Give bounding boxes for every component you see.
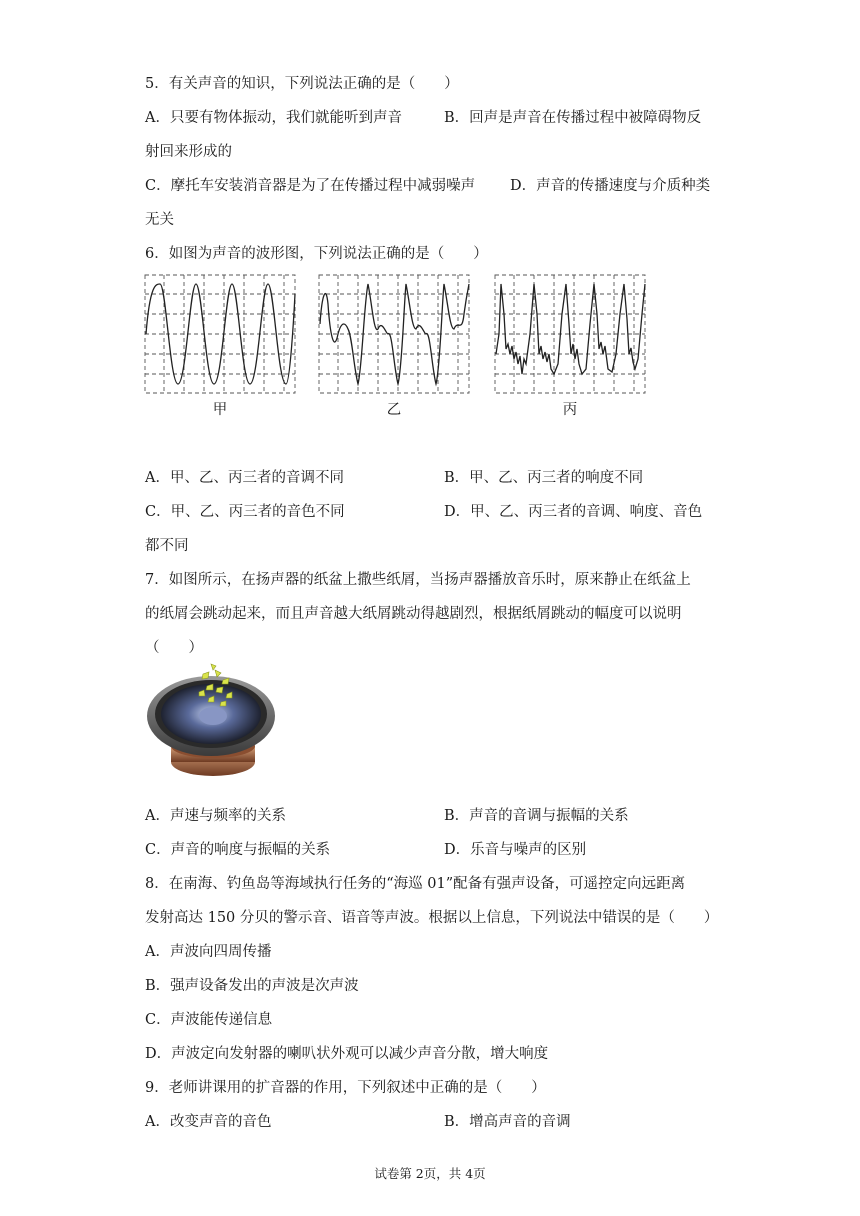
q7-option-a: A．声速与频率的关系 xyxy=(145,808,286,824)
q6-option-d-cont: 都不同 xyxy=(145,538,189,554)
q5-stem: 5．有关声音的知识，下列说法正确的是（ ） xyxy=(145,76,459,92)
q6-option-a: A．甲、乙、丙三者的音调不同 xyxy=(145,470,344,486)
q6-option-d: D．甲、乙、丙三者的音调、响度、音色 xyxy=(444,504,703,520)
q9-stem: 9．老师讲课用的扩音器的作用，下列叙述中正确的是（ ） xyxy=(145,1080,546,1096)
q8-option-c: C．声波能传递信息 xyxy=(145,1012,273,1028)
q5-option-c: C．摩托车安装消音器是为了在传播过程中减弱噪声 xyxy=(145,178,476,194)
q6-option-b: B．甲、乙、丙三者的响度不同 xyxy=(444,470,644,486)
label-jia: 甲 xyxy=(212,402,228,418)
q5-option-d: D．声音的传播速度与介质种类 xyxy=(510,178,711,194)
waveform-jia xyxy=(144,274,296,394)
q5-option-d-cont: 无关 xyxy=(145,212,174,228)
q5-option-b: B．回声是声音在传播过程中被障碍物反 xyxy=(444,110,702,126)
q7-option-c: C．声音的响度与振幅的关系 xyxy=(145,842,331,858)
q8-stem-line2: 发射高达 150 分贝的警示音、语音等声波。根据以上信息，下列说法中错误的是（ ） xyxy=(145,910,719,926)
waveform-yi xyxy=(318,274,470,394)
waveform-bing xyxy=(494,274,646,394)
page-footer: 试卷第 2页，共 4页 xyxy=(374,1166,486,1181)
q6-stem: 6．如图为声音的波形图，下列说法正确的是（ ） xyxy=(145,246,488,262)
q7-option-b: B．声音的音调与振幅的关系 xyxy=(444,808,629,824)
label-yi: 乙 xyxy=(386,402,402,418)
q7-stem-line3: （ ） xyxy=(145,640,203,656)
q8-stem-line1: 8．在南海、钓鱼岛等海域执行任务的“海巡 01”配备有强声设备，可遥控定向远距离 xyxy=(145,876,686,892)
q9-option-b: B．增高声音的音调 xyxy=(444,1114,571,1130)
q7-stem-line1: 7．如图所示，在扬声器的纸盆上撒些纸屑，当扬声器播放音乐时，原来静止在纸盆上 xyxy=(145,572,691,588)
q5-option-a: A．只要有物体振动，我们就能听到声音 xyxy=(145,110,402,126)
q6-option-c: C．甲、乙、丙三者的音色不同 xyxy=(145,504,345,520)
q9-option-a: A．改变声音的音色 xyxy=(145,1114,272,1130)
q8-option-a: A．声波向四周传播 xyxy=(145,944,272,960)
label-bing: 丙 xyxy=(562,402,578,418)
q5-option-b-cont: 射回来形成的 xyxy=(145,144,232,160)
q7-stem-line2: 的纸屑会跳动起来，而且声音越大纸屑跳动得越剧烈，根据纸屑跳动的幅度可以说明 xyxy=(145,606,682,622)
q7-option-d: D．乐音与噪声的区别 xyxy=(444,842,587,858)
q8-option-d: D．声波定向发射器的喇叭状外观可以减少声音分散，增大响度 xyxy=(145,1046,549,1062)
q8-option-b: B．强声设备发出的声波是次声波 xyxy=(145,978,359,994)
speaker-image xyxy=(143,662,278,782)
